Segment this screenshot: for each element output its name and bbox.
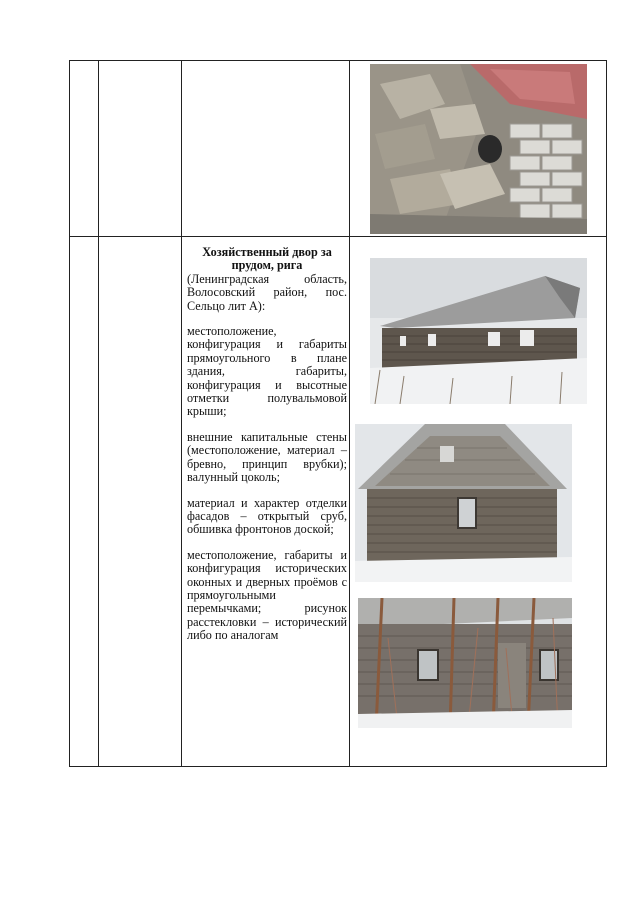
protection-item: местоположение, конфигурация и габариты прямоугольного в плане здания, габариты, конфигурация и высотные отметки полувальмовой крыши; (187, 324, 347, 419)
table-border-top (69, 60, 607, 61)
table-border-bottom (69, 766, 607, 767)
object-title: Хозяйственный двор за прудом, рига (202, 245, 332, 273)
protection-item: местоположение, габариты и конфигурация исторических оконных и дверных проёмов с прямоугольными перемычками; рисунок расстекловки – исторический либо по аналогам (187, 547, 347, 643)
table-column-divider (181, 60, 182, 767)
table-row-divider (69, 236, 607, 237)
photo-barn-side-with-trees (358, 598, 572, 728)
table-border-right (606, 60, 607, 767)
object-location: (Ленинградская область, Волосовский район, пос. Сельцо лит А): (187, 271, 347, 313)
protection-item: материал и характер отделки фасадов – открытый сруб, обшивка фронтонов доской; (187, 495, 347, 537)
photo-barn-long-facade (370, 258, 587, 404)
photo-masonry-wall (370, 64, 587, 234)
object-description (187, 246, 347, 643)
protection-item: внешние капитальные стены (местоположение, материал – бревно, принцип врубки); валунный цоколь; (187, 429, 347, 485)
table-border-left (69, 60, 70, 767)
table-column-divider (98, 60, 99, 767)
table-column-divider (349, 60, 350, 767)
photo-barn-gable-end (355, 424, 572, 582)
